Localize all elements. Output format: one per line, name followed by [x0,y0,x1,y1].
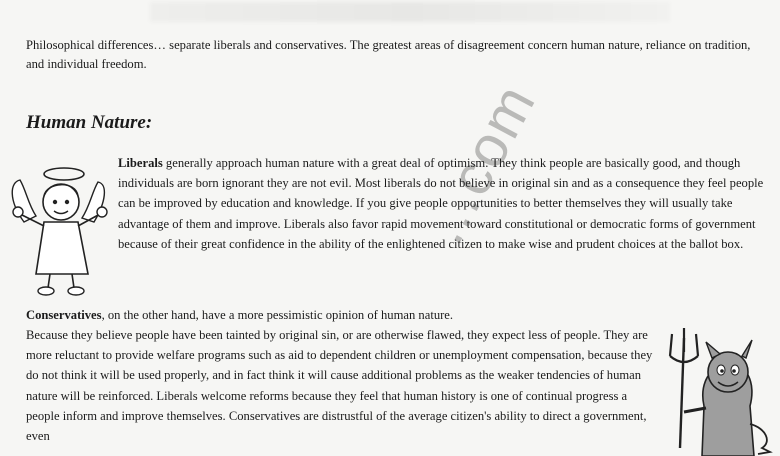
section-heading: Human Nature: [26,112,153,133]
angel-illustration-icon [6,160,110,300]
liberals-text: generally approach human nature with a great deal of optimism. They think people are basically good, and though individuals are born ignorant they are not evil. Most liberals do not believe in original sin and as a consequence they feel people can be improved by education and knowledge. If you give people opportunities to better themselves they will usually take advantage of them and improve. Liberals also favor rapid movement toward constitutional or democratic forms of government because of their great confidence in the ability of the enlightened citizen to make wise and prudent choices at the ballot box. [118,156,764,251]
faded-header-text [150,2,670,22]
conservatives-paragraph-body: Because they believe people have been tainted by original sin, or are otherwise flawed, they expect less of people. They are more reluctant to provide welfare programs such as aid to dependent children or unemployment compensation, because they do not think it will be used properly, and in fact think it will cause additional problems as the weaker tendencies of human nature will be reinforced. Liberals welcome reforms because they feel that human history is one of continual progress a people inform and improve themselves. Conservatives are distrustful of the average citizen's ability to direct a government, even [26,328,653,444]
conservatives-opening-text: , on the other hand, have a more pessimistic opinion of human nature. [101,308,454,322]
conservatives-term: Conservatives [26,308,102,322]
liberals-term: Liberals [118,156,163,170]
liberals-paragraph [118,153,770,254]
conservatives-paragraph-opening [26,305,646,325]
devil-illustration-icon [662,328,778,456]
watermark-text: ...com [411,73,549,254]
intro-paragraph: Philosophical differences… separate liberals and conservatives. The greatest areas of disagreement concern human nature, reliance on tradition, and individual freedom. [26,38,751,71]
